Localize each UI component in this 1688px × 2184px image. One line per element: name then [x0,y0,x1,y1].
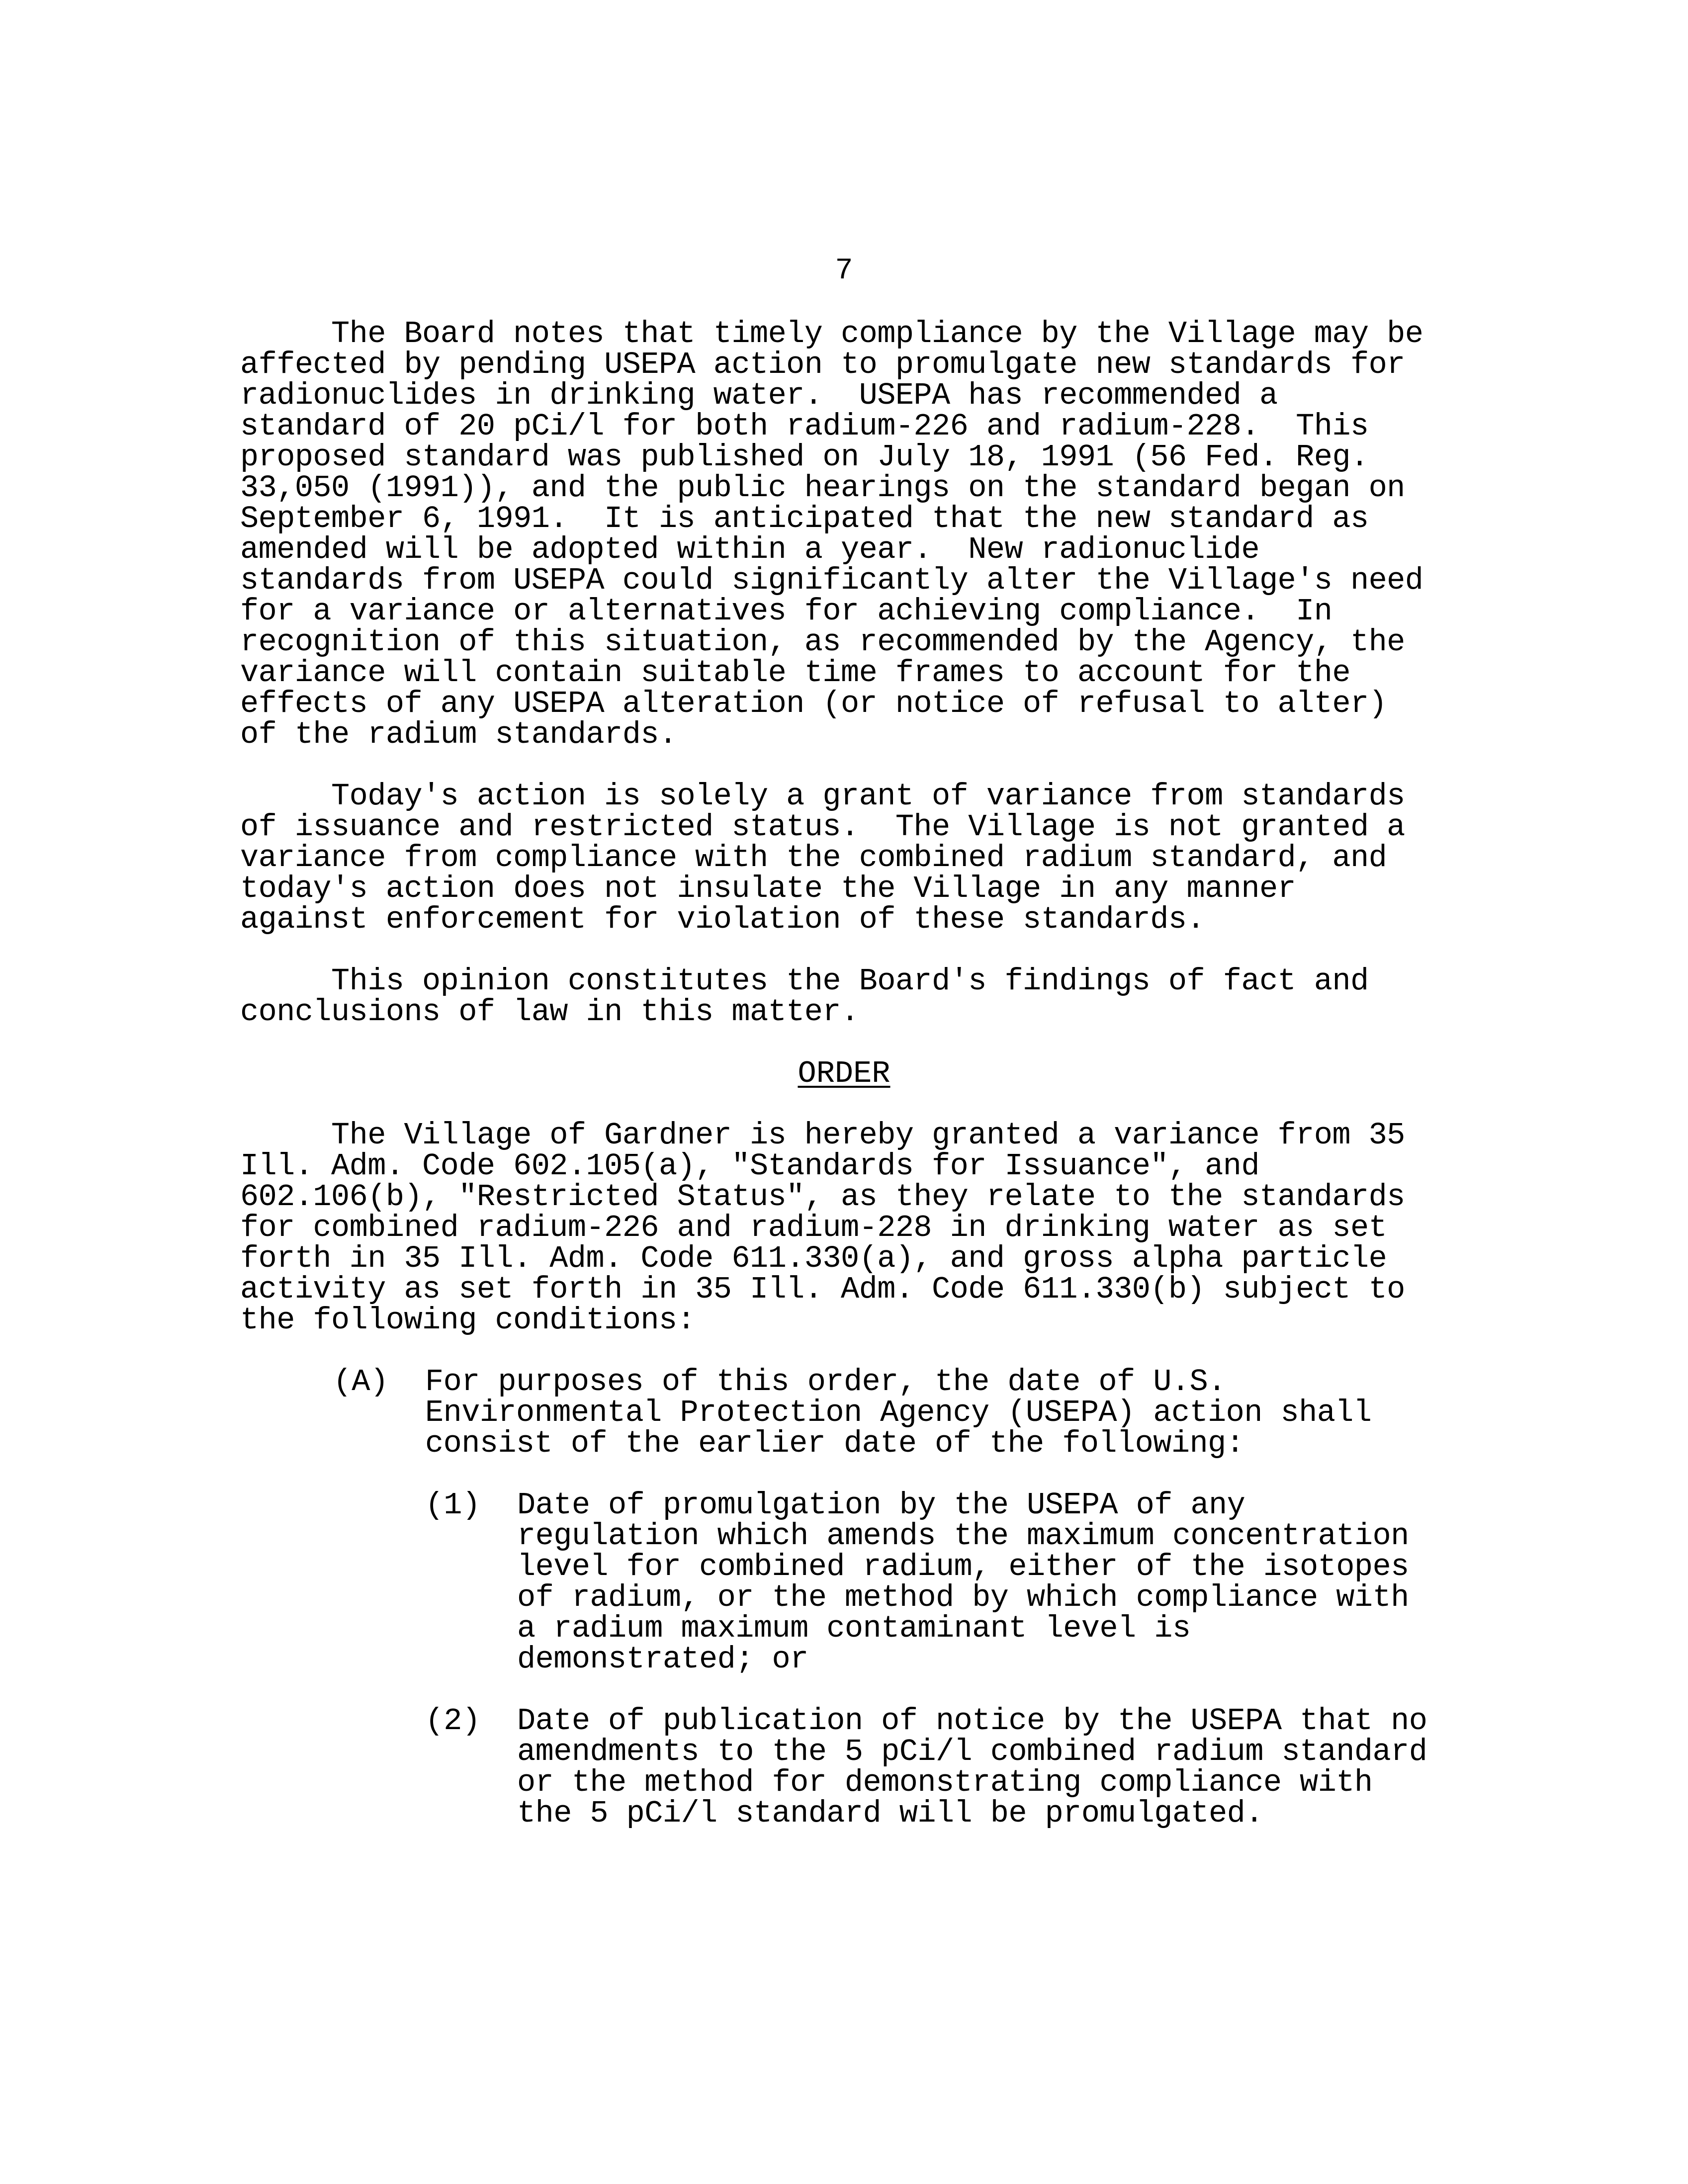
text-line: conclusions of law in this matter. [240,994,859,1030]
item-label: (2) [425,1703,481,1739]
text-line: the 5 pCi/l standard will be promulgated. [517,1796,1263,1831]
text-line: For purposes of this order, the date of U.S. [425,1364,1226,1399]
text-line: proposed standard was published on July 18, 1991 (56 Fed. Reg. [240,439,1369,475]
item-label: (A) [333,1364,389,1399]
text-line: Environmental Protection Agency (USEPA) action shall [425,1395,1372,1430]
text-line: against enforcement for violation of these standards. [240,902,1205,937]
text-line: of the radium standards. [240,717,677,752]
text-line: for combined radium-226 and radium-228 in drinking water as set [240,1210,1387,1245]
text-line: forth in 35 Ill. Adm. Code 611.330(a), and gross alpha particle [240,1241,1387,1276]
text-line: regulation which amends the maximum concentration [517,1518,1409,1554]
text-line: amendments to the 5 pCi/l combined radium standard [517,1734,1427,1769]
text-line: of issuance and restricted status. The Village is not granted a [240,809,1405,845]
text-line: radionuclides in drinking water. USEPA has recommended a [240,378,1278,413]
text-line: consist of the earlier date of the following: [425,1426,1244,1461]
text-line: The Village of Gardner is hereby granted a variance from 35 [240,1118,1405,1153]
text-line: variance from compliance with the combined radium standard, and [240,840,1387,875]
text-line: 33,050 (1991)), and the public hearings on the standard began on [240,470,1405,506]
text-line: The Board notes that timely compliance by the Village may be [240,316,1423,351]
text-line: or the method for demonstrating compliance with [517,1765,1373,1800]
text-line: of radium, or the method by which compliance with [517,1580,1409,1615]
text-line: recognition of this situation, as recommended by the Agency, the [240,624,1405,660]
text-line: affected by pending USEPA action to promulgate new standards for [240,347,1405,382]
text-line: Date of promulgation by the USEPA of any [517,1487,1245,1523]
text-line: Date of publication of notice by the USEPA that no [517,1703,1427,1739]
text-line: a radium maximum contaminant level is [517,1611,1191,1646]
text-line: today's action does not insulate the Village in any manner [240,871,1296,906]
item-label: (1) [425,1487,481,1523]
text-line: Today's action is solely a grant of variance from standards [240,779,1405,814]
text-line: amended will be adopted within a year. New radionuclide [240,532,1259,567]
text-line: 602.106(b), "Restricted Status", as they relate to the standards [240,1179,1405,1215]
text-line: Ill. Adm. Code 602.105(a), "Standards for Issuance", and [240,1148,1259,1184]
order-heading-text: ORDER [798,1056,890,1091]
text-line: effects of any USEPA alteration (or notice of refusal to alter) [240,686,1387,721]
text-line: This opinion constitutes the Board's findings of fact and [240,963,1369,999]
text-line: activity as set forth in 35 Ill. Adm. Code 611.330(b) subject to [240,1272,1405,1307]
text-line: level for combined radium, either of the isotopes [517,1549,1409,1584]
text-line: standards from USEPA could significantly alter the Village's need [240,563,1423,598]
text-line: demonstrated; or [517,1642,808,1677]
order-heading [0,1058,1688,1089]
text-line: variance will contain suitable time frames to account for the [240,655,1350,691]
text-line: standard of 20 pCi/l for both radium-226 and radium-228. This [240,409,1369,444]
text-line: September 6, 1991. It is anticipated that the new standard as [240,501,1369,536]
page-number: 7 [835,254,853,288]
text-line: the following conditions: [240,1303,696,1338]
text-line: for a variance or alternatives for achieving compliance. In [240,594,1333,629]
